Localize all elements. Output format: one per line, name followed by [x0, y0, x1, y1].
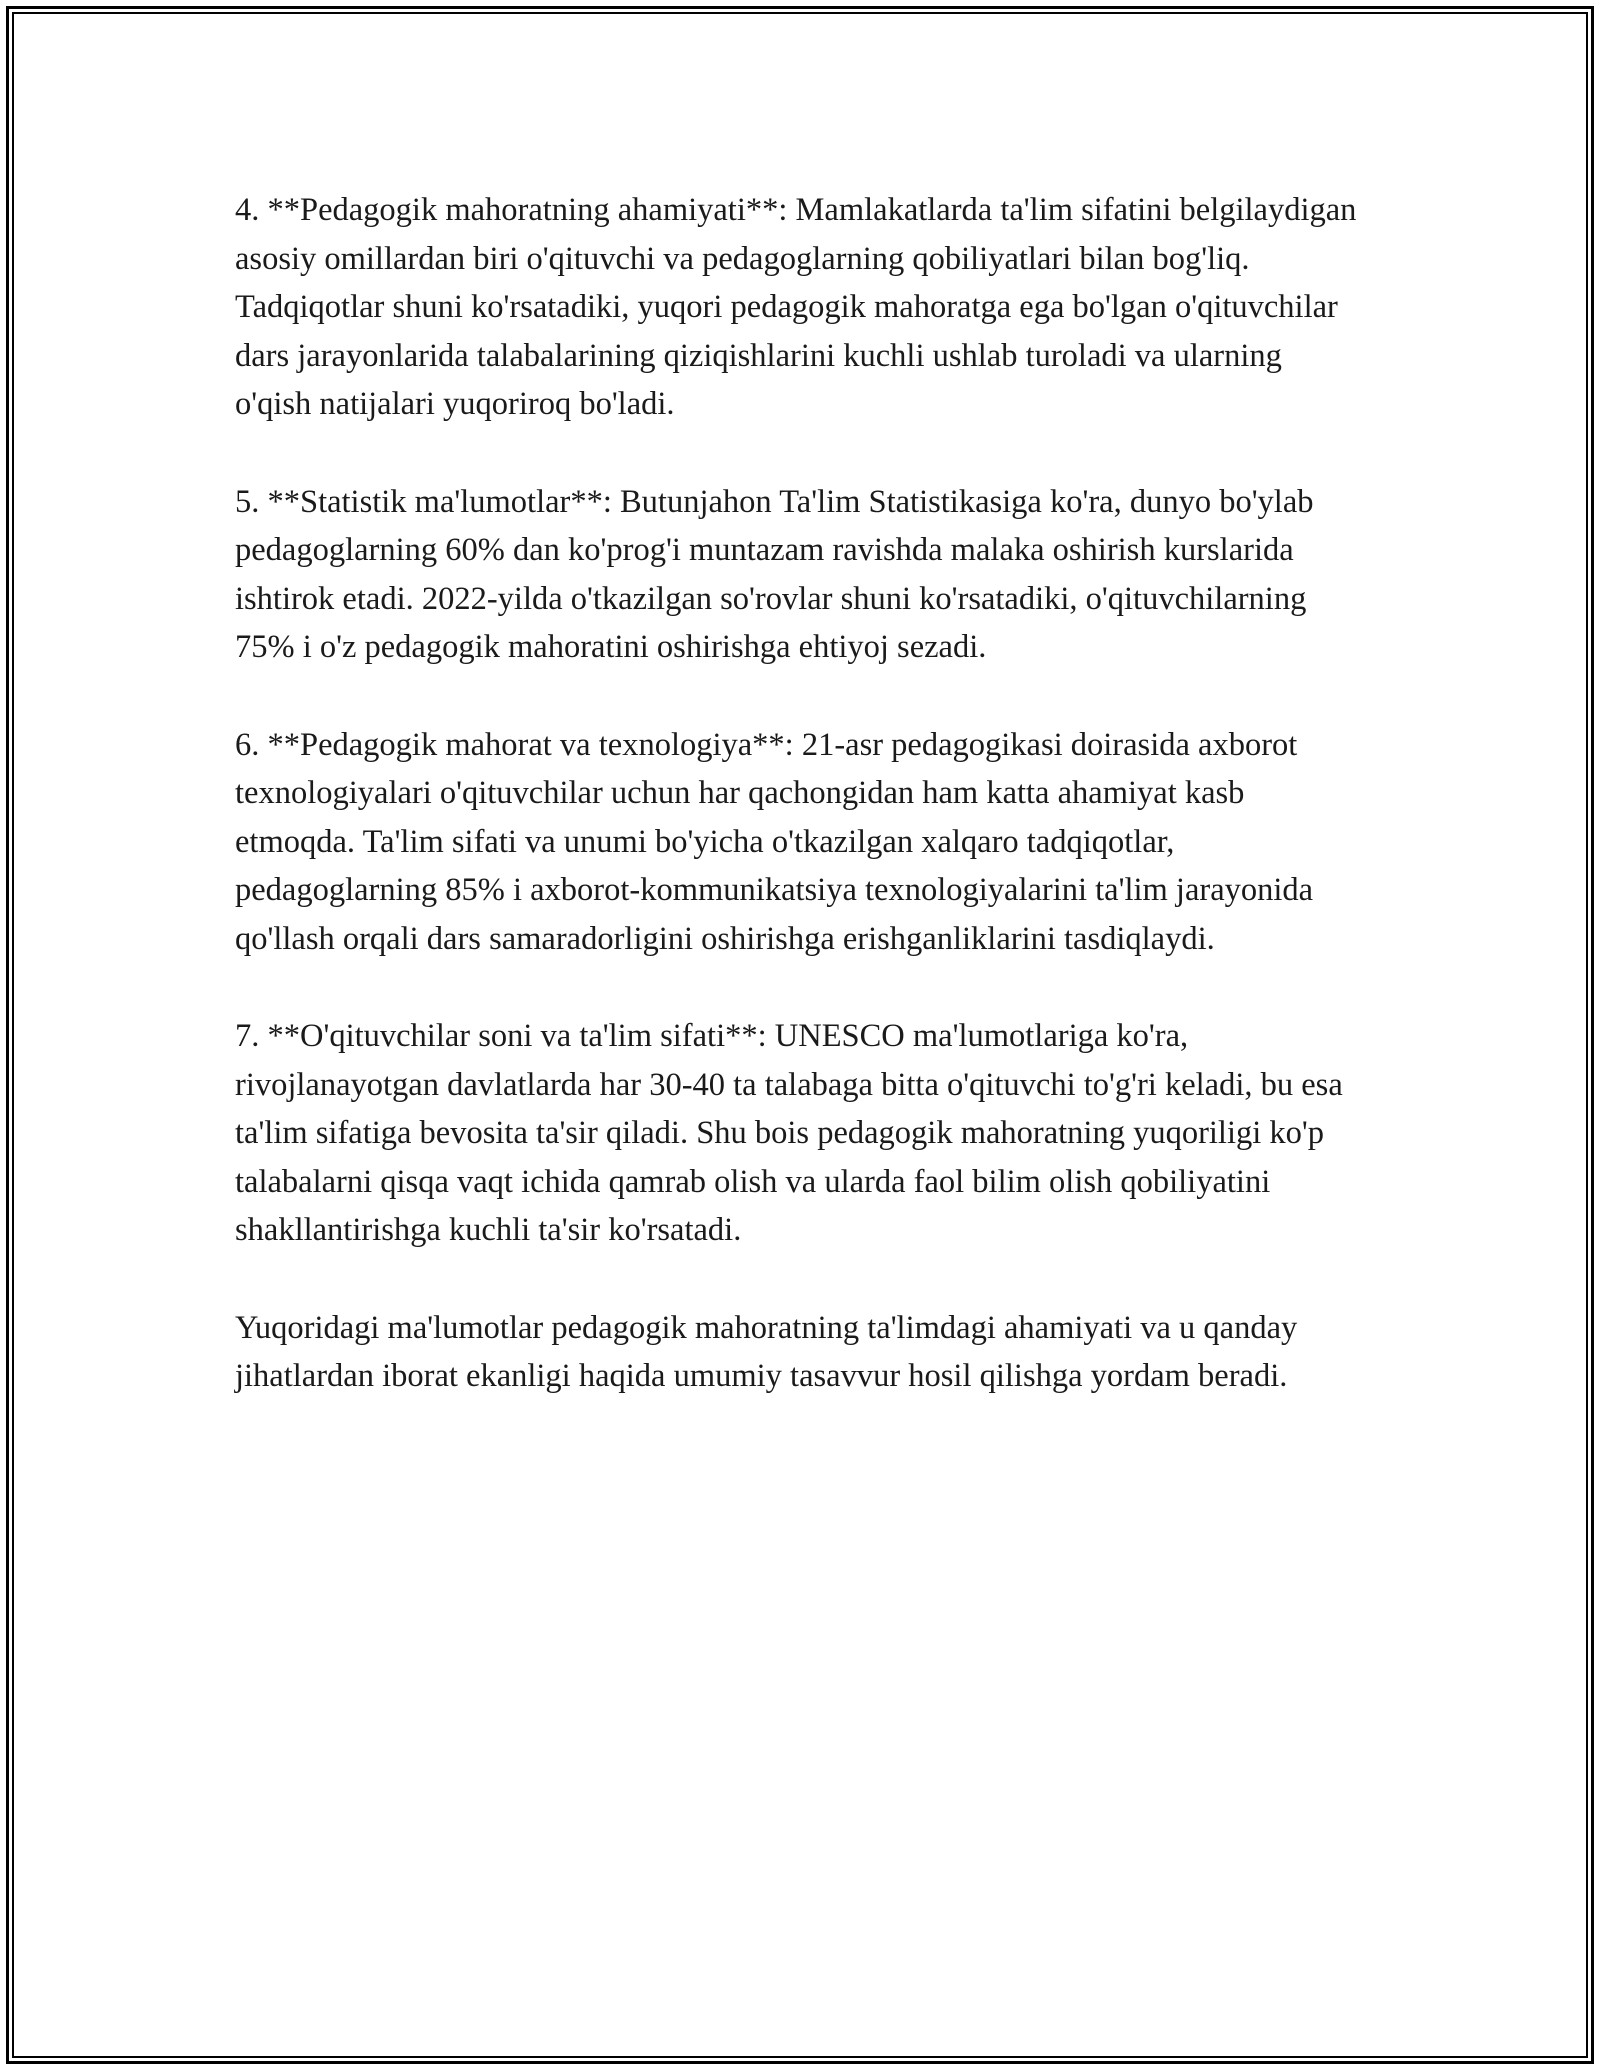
paragraph-pedagogik-mahorat-texnologiya: 6. **Pedagogik mahorat va texnologiya**: 21-asr pedagogikasi doirasida axborot texnologiyalari o'qituvchilar uchun har qachongidan ham katta ahamiyat kasb etmoqda. Ta'lim sifati va unumi bo'yicha o'tkazilgan xalqaro tadqiqotlar, pedagoglarning 85% i axborot-kommunikatsiya texnologiyalarini ta'lim jarayonida qo'llash orqali dars samaradorligini oshirishga erishganliklarini tasdiqlaydi. — [235, 726, 1314, 957]
paragraph-statistik-malumotlar: 5. **Statistik ma'lumotlar**: Butunjahon Ta'lim Statistikasiga ko'ra, dunyo bo'ylab pedagoglarning 60% dan ko'prog'i muntazam ravishda malaka oshirish kurslarida ishtirok etadi. 2022-yilda o'tkazilgan so'rovlar shuni ko'rsatadiki, o'qituvchilarning 75% i o'z pedagogik mahoratini oshirishga ehtiyoj sezadi. — [235, 483, 1314, 666]
paragraph-pedagogik-mahorat-ahamiyati: 4. **Pedagogik mahoratning ahamiyati**: Mamlakatlarda ta'lim sifatini belgilaydigan asosiy omillardan biri o'qituvchi va pedagoglarning qobiliyatlari bilan bog'liq. Tadqiqotlar shuni ko'rsatadiki, yuqori pedagogik mahoratga ega bo'lgan o'qituvchilar dars jarayonlarida talabalarining qiziqishlarini kuchli ushlab turoladi va ularning o'qish natijalari yuqoriroq bo'ladi. — [235, 192, 1357, 423]
document-body — [235, 186, 1365, 1449]
paragraph-oqituvchilar-soni: 7. **O'qituvchilar soni va ta'lim sifati**: UNESCO ma'lumotlariga ko'ra, rivojlanayotgan davlatlarda har 30-40 ta talabaga bitta o'qituvchi to'g'ri keladi, bu esa ta'lim sifatiga bevosita ta'sir qiladi. Shu bois pedagogik mahoratning yuqoriligi ko'p talabalarni qisqa vaqt ichida qamrab olish va ularda faol bilim olish qobiliyatini shakllantirishga kuchli ta'sir ko'rsatadi. — [235, 1018, 1343, 1249]
paragraph-conclusion: Yuqoridagi ma'lumotlar pedagogik mahoratning ta'limdagi ahamiyati va u qanday jihatlardan iborat ekanligi haqida umumiy tasavvur hosil qilishga yordam beradi. — [235, 1309, 1298, 1395]
